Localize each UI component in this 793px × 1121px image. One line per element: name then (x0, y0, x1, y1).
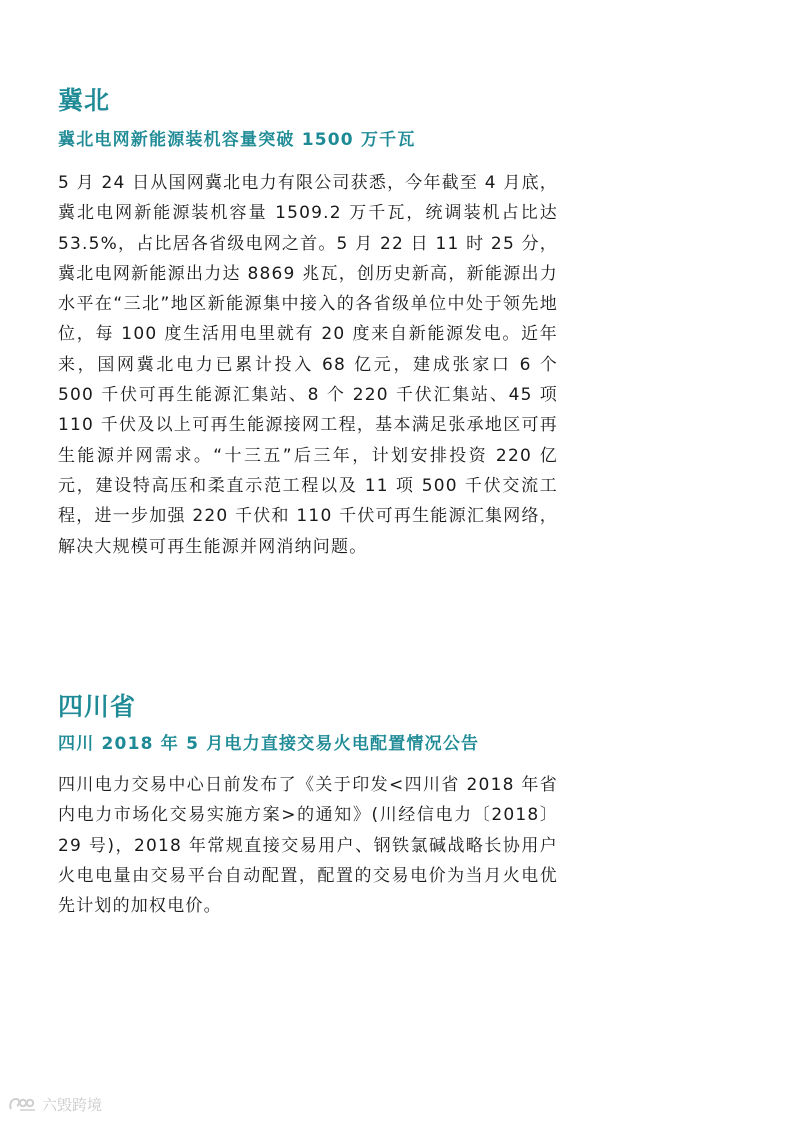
article-title: 四川 2018 年 5 月电力直接交易火电配置情况公告 (58, 734, 480, 754)
section-sichuan (58, 690, 558, 921)
watermark-text: 六毁跨境 (42, 1095, 103, 1114)
article-title: 冀北电网新能源装机容量突破 1500 万千瓦 (58, 130, 416, 150)
region-title: 冀北 (58, 86, 111, 115)
logo-mark-icon (8, 1095, 38, 1113)
watermark (8, 1093, 102, 1115)
section-jibei (58, 84, 558, 562)
article-body: 5 月 24 日从国网冀北电力有限公司获悉，今年截至 4 月底，冀北电网新能源装机容量 1509.2 万千瓦，统调装机占比达 53.5%，占比居各省级电网之首。5 月 22 日 11 时 25 分，冀北电网新能源出力达 8869 兆瓦，创历史新高，新能源出力水平在“三北”地区新能源集中接入的各省级单位中处于领先地位，每 100 度生活用电里就有 20 度来自新能源发电。近年来，国网冀北电力已累计投入 68 亿元，建成张家口 6 个 500 千伏可再生能源汇集站、8 个 220 千伏汇集站、45 项 110 千伏及以上可再生能源接网工程，基本满足张承地区可再生能源并网需求。“十三五”后三年，计划安排投资 220 亿元，建设特高压和柔直示范工程以及 11 项 500 千伏交流工程，进一步加强 220 千伏和 110 千伏可再生能源汇集网络，解决大规模可再生能源并网消纳问题。 (58, 173, 558, 557)
region-title: 四川省 (58, 692, 137, 721)
article-body: 四川电力交易中心日前发布了《关于印发<四川省 2018 年省内电力市场化交易实施方案>的通知》(川经信电力〔2018〕 29 号)，2018 年常规直接交易用户、钢铁氯碱战略长协用户火电电量由交易平台自动配置，配置的交易电价为当月火电优先计划的加权电价。 (58, 775, 558, 917)
